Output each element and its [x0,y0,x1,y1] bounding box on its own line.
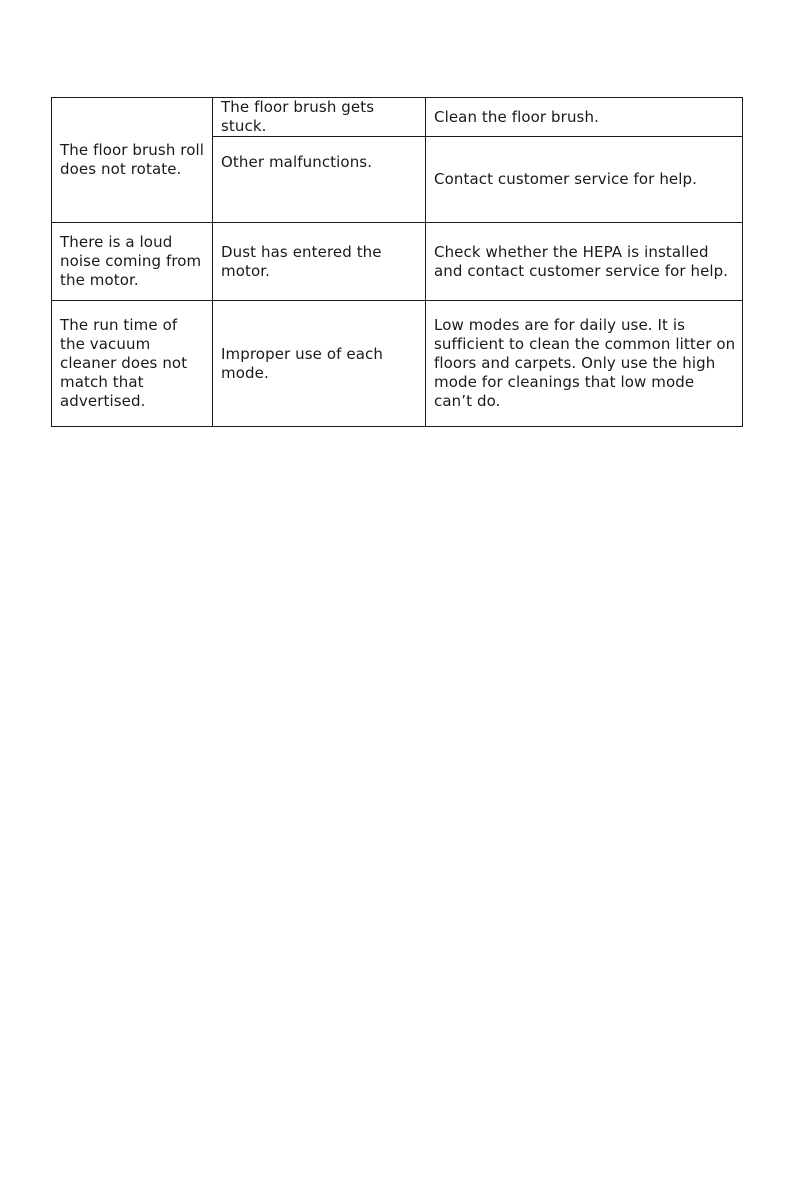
solution-cell: Low modes are for daily use. It is sufficient to clean the common litter on floors and carpets. Only use the high mode for cleanings that low mode can’t do. [426,301,743,427]
problem-cell: The run time of the vacuum cleaner does not match that advertised. [52,301,213,427]
table-row [52,223,743,301]
problem-cell: There is a loud noise coming from the motor. [52,223,213,301]
solution-cell: Check whether the HEPA is installed and contact customer service for help. [426,223,743,301]
problem-cell: The floor brush roll does not rotate. [52,98,213,223]
cause-cell: Improper use of each mode. [213,301,426,427]
table-row [52,98,743,137]
table-row [52,301,743,427]
cause-cell: The floor brush gets stuck. [213,98,426,137]
solution-cell: Contact customer service for help. [426,137,743,223]
solution-cell: Clean the floor brush. [426,98,743,137]
cause-cell: Dust has entered the motor. [213,223,426,301]
cause-cell: Other malfunctions. [213,137,426,223]
troubleshooting-table [51,97,743,427]
